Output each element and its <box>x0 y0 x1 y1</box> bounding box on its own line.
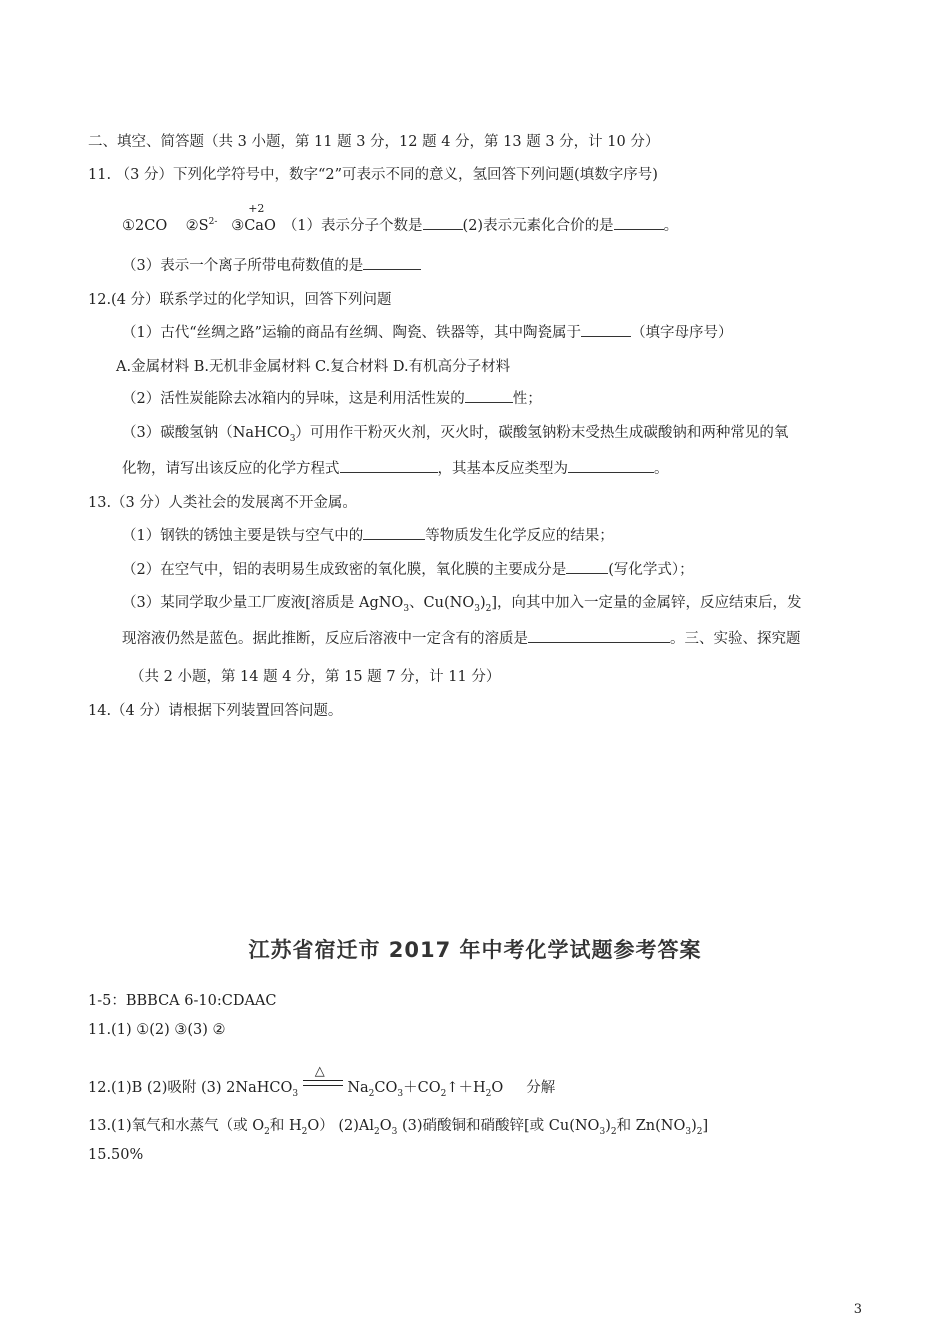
answer-blank[interactable] <box>340 458 438 473</box>
answer-blank[interactable] <box>614 215 664 230</box>
q12-p2-line <box>122 387 542 408</box>
answers-title: 江苏省宿迁市 2017 年中考化学试题参考答案 <box>248 938 702 962</box>
q12-p2: （2）活性炭能除去冰箱内的异味，这是利用活性炭的 <box>122 391 465 407</box>
heat-triangle-icon: △ <box>314 1064 325 1079</box>
section3-tail: （共 2 小题，第 14 题 4 分，第 15 题 7 分，计 11 分） <box>130 669 501 685</box>
answer-1-10: 1-5：BBBCA 6-10:CDAAC <box>88 993 277 1009</box>
q11-items <box>122 202 679 235</box>
q12-p3-line: （3）碳酸氢钠（NaHCO$_3$）可用作干粉灭火剂，灭火时，碳酸氢钠粉末受热生成碳酸钠和两种常见的氧 <box>122 425 789 444</box>
answer-blank[interactable] <box>363 255 421 270</box>
q11-item3: ③ +2 CaO <box>231 202 276 234</box>
answer-blank[interactable] <box>581 322 631 337</box>
answer-blank[interactable] <box>465 388 513 403</box>
answer-blank[interactable] <box>363 525 425 540</box>
q12-p1-line <box>122 321 733 342</box>
answer-11: 11.(1) ①(2) ③(3) ② <box>88 1022 226 1038</box>
q13-p3-line2: 现溶液仍然是蓝色。据此推断，反应后溶液中一定含有的溶质是 。三、实验、探究题 <box>122 627 801 648</box>
q11-part3: （3）表示一个离子所带电荷数值的是 <box>122 258 364 274</box>
q12-stem: 12.(4 分）联系学过的化学知识，回答下列问题 <box>88 292 392 308</box>
q11-item2: $②S^{2-}$ <box>185 217 218 234</box>
q13-p2-line: （2）在空气中，铝的表明易生成致密的氧化膜，氧化膜的主要成分是 (写化学式）； <box>122 558 694 579</box>
q14-stem: 14.（4 分）请根据下列装置回答问题。 <box>88 703 343 719</box>
q12-options: A.金属材料 B.无机非金属材料 C.复合材料 D.有机高分子材料 <box>116 359 511 375</box>
q11-part1: （1）表示分子个数是 <box>282 218 423 234</box>
q12-p1: （1）古代“丝绸之路”运输的商品有丝绸、陶瓷、铁器等，其中陶瓷属于 <box>122 325 582 341</box>
q13-p1-line: （1）钢铁的锈蚀主要是铁与空气中的 等物质发生化学反应的结果； <box>122 524 614 545</box>
page-number: 3 <box>853 1302 862 1317</box>
q11-part2: (2)表示元素化合价的是 <box>462 218 614 234</box>
q11-end: 。 <box>663 218 679 234</box>
answer-12: 12.(1)B (2)吸附 (3) 2NaHCO$_3$ △ $Na_2CO_3+CO_2↑+H_2O$ 分解 <box>88 1064 556 1099</box>
q12-p1-tail: （填字母序号） <box>631 325 733 341</box>
reaction-condition-arrow <box>303 1064 343 1098</box>
q11-item1: ①2CO <box>122 218 168 234</box>
q13-stem: 13.（3 分）人类社会的发展离不开金属。 <box>88 495 357 511</box>
answer-blank[interactable] <box>423 215 463 230</box>
answer-blank[interactable] <box>568 458 654 473</box>
q12-p2-post: 性； <box>512 391 542 407</box>
answer-blank[interactable] <box>566 559 608 574</box>
q13-p3-line: （3）某同学取少量工厂废液[溶质是 AgNO$_3$、$Cu(NO_3)_2$]，向其中加入一定量的金属锌，反应结束后，发 <box>122 595 802 614</box>
q11-stem: 11. （3 分）下列化学符号中，数字“2”可表示不同的意义，氢回答下列问题(填数字序号) <box>88 167 658 183</box>
answer-13: 13.(1)氧气和水蒸气（或 $O_2$和 $H_2O$） $(2)Al_2O_3$ (3)硝酸铜和硝酸锌[或 $Cu(NO_3)_2$和 $Zn(NO_3)_2$] <box>88 1118 709 1137</box>
q12-p3-line2: 化物，请写出该反应的化学方程式 ，其基本反应类型为 。 <box>122 457 669 478</box>
section2-heading: 二、填空、简答题（共 3 小题，第 11 题 3 分，12 题 4 分，第 13 题 3 分，计 10 分） <box>88 134 660 150</box>
answer-15: 15.50% <box>88 1147 144 1163</box>
q11-part3-line <box>122 254 421 275</box>
answer-blank[interactable] <box>528 628 670 643</box>
